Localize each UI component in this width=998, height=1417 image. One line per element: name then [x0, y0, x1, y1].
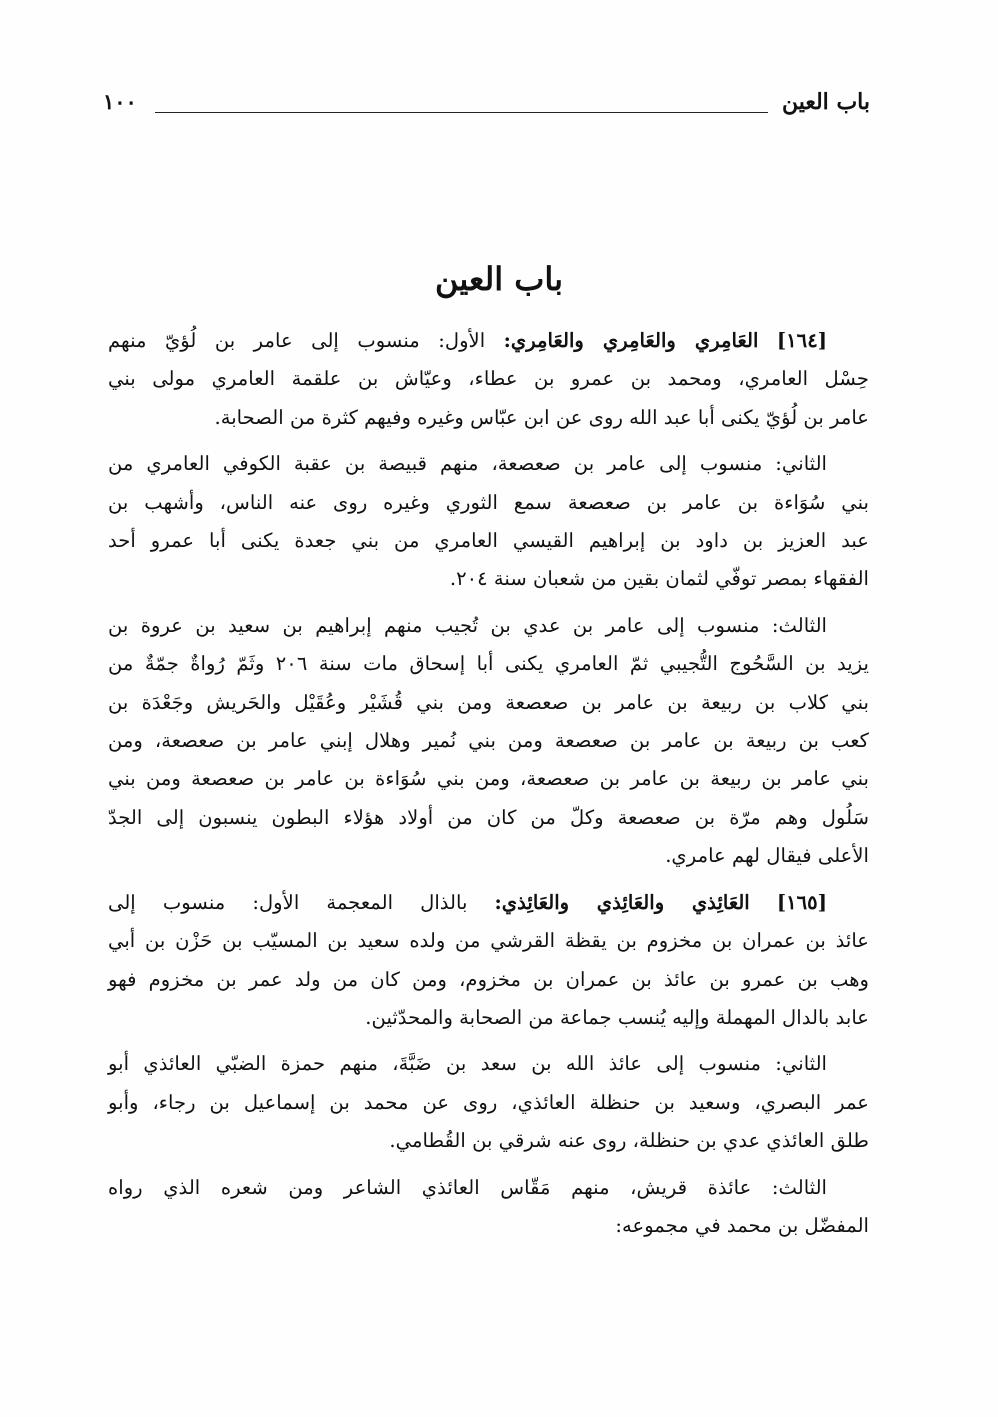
text-line: بني سُوَاءة بن عامر بن صعصعة سمع الثوري وغيره روى عنه الناس، وأشهب بن	[108, 490, 870, 514]
text-line: الثالث: عائذة قريش، منهم مَقّاس العائذي الشاعر ومن شعره الذي رواه	[108, 1175, 827, 1199]
text-line: يزيد بن السَّحُوج التُّجيبي ثمّ العامري يكنى أبا إسحاق مات سنة ٢٠٦ وثَمّ رُواةٌ جمّةٌ من	[108, 652, 870, 676]
text-line: حِسْل العامري، ومحمد بن عمرو بن عطاء، وعيّاش بن علقمة العامري مولى بني	[108, 367, 869, 391]
entry-165-paragraph-1	[108, 884, 869, 1038]
text-line: وهب بن عمرو بن عائذ بن عمران بن مخزوم، ومن كان من ولد عمر بن مخزوم فهو	[108, 967, 869, 991]
text-line	[108, 884, 869, 922]
text-run: بالذال المعجمة الأول: منسوب إلى	[108, 890, 468, 914]
running-header	[103, 84, 870, 124]
text-line: الثاني: منسوب إلى عائذ الله بن سعد بن ضَبَّةَ، منهم حمزة الضبّي العائذي أبو	[108, 1052, 827, 1076]
text-line: بني كلاب بن ربيعة بن عامر بن صعصعة ومن بني قُشَيْر وعُقَيْل والحَريش وجَعْدَة بن	[108, 690, 869, 714]
entry-headword: العَائِذي والعَائِذي والعَائِذي:	[494, 890, 750, 914]
text-line: سَلُول وهم مرّة بن صعصعة وكلّ من كان من أولاد هؤلاء البطون ينسبون إلى الجدّ	[108, 805, 869, 829]
text-run: الأول: منسوب إلى عامر بن لُؤيّ منهم	[108, 329, 486, 352]
text-line	[108, 322, 869, 360]
entry-164-paragraph-1	[108, 322, 869, 437]
text-line: بني عامر بن ربيعة بن عامر بن صعصعة، ومن بني سُوَاءة بن عامر بن صعصعة ومن بني	[108, 767, 869, 791]
chapter-title: باب العين	[434, 260, 563, 298]
text-line: عمر البصري، وسعيد بن حنظلة العائذي، روى عن محمد بن إسماعيل بن رجاء، وأبو	[108, 1090, 869, 1114]
text-line: الثاني: منسوب إلى عامر بن صعصعة، منهم قبيصة بن عقبة الكوفي العامري من	[108, 452, 827, 476]
text-line: عبد العزيز بن داود بن إبراهيم القيسي العامري من بني جعدة يكنى أبا عمرو أحد	[108, 529, 869, 553]
entry-number: [١٦٤]	[776, 329, 828, 352]
text-line: الفقهاء بمصر توفّي لثمان بقين من شعبان سنة ٢٠٤.	[449, 567, 869, 591]
text-line: الثالث: منسوب إلى عامر بن عدي بن تُجيب منهم إبراهيم بن سعيد بن عروة بن	[108, 613, 827, 637]
text-line: طلق العائذي عدي بن حنظلة، روى عنه شرقي بن القُطامي.	[389, 1129, 869, 1153]
text-line: عائذ بن عمران بن مخزوم بن يقظة القرشي من ولده سعيد بن المسيّب بن حَزْن بن أبي	[108, 929, 869, 953]
header-rule	[155, 112, 768, 113]
text-line: الأعلى فيقال لهم عامري.	[665, 844, 869, 868]
running-header-title: باب العين	[781, 89, 870, 115]
text-line: عابد بالدال المهملة وإليه يُنسب جماعة من الصحابة والمحدّثين.	[365, 1005, 869, 1029]
entry-165-paragraph-2	[108, 1045, 869, 1160]
entry-number: [١٦٥]	[776, 890, 827, 914]
entry-164-paragraph-3	[108, 607, 869, 876]
entry-headword: العَامِري والعَامِري والعَامِري:	[503, 329, 759, 352]
entry-164-paragraph-2	[108, 445, 869, 599]
text-line: المفضّل بن محمد في مجموعه:	[615, 1213, 869, 1237]
page-number: ١٠٠	[103, 89, 137, 114]
text-line: كعب بن ربيعة بن عامر بن صعصعة ومن بني نُمير وهلال إبني عامر بن صعصعة، ومن	[108, 729, 869, 753]
text-line: عامر بن لُؤيّ يكنى أبا عبد الله روى عن ابن عبّاس وغيره وفيهم كثرة من الصحابة.	[214, 405, 869, 429]
page-body	[108, 322, 869, 1253]
entry-165-paragraph-3	[108, 1169, 869, 1246]
